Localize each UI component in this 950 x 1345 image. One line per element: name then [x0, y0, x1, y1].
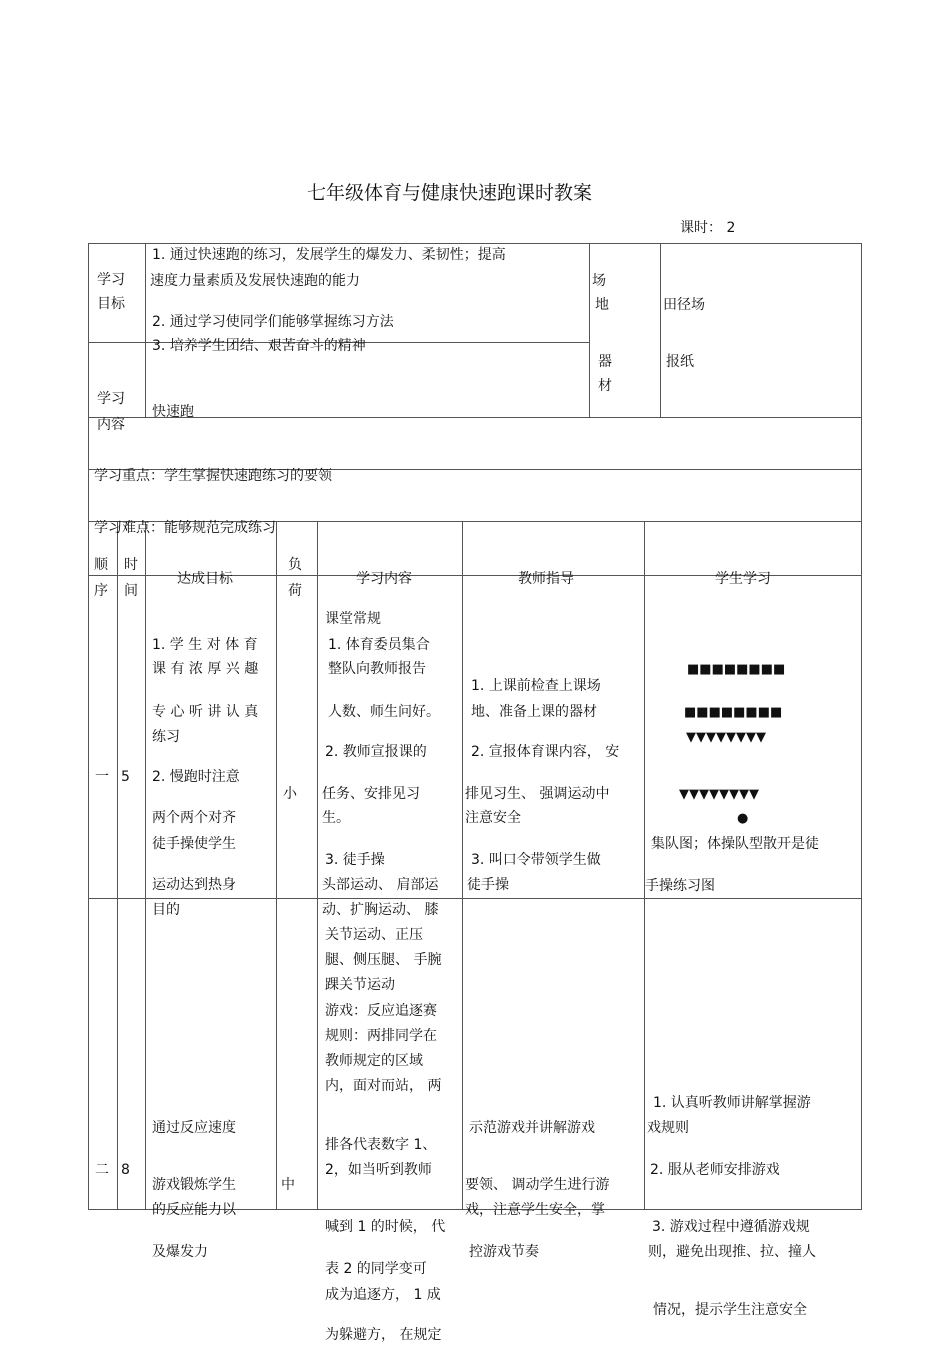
content-line: 动、扩胸运动、 膝 — [322, 902, 439, 918]
col-divider-order — [117, 521, 118, 1210]
difficulty: 学习难点：能够规范完成练习 — [94, 520, 276, 536]
teacher-line: 2. 宣报体育课内容， 安 — [471, 744, 620, 760]
period-label: 课时： 2 — [680, 220, 736, 236]
formation-caption: 手操练习图 — [645, 878, 715, 894]
objective-line: 速度力量素质及发展快速跑的能力 — [150, 273, 360, 289]
label-col-divider — [145, 243, 146, 418]
goal-line: 课 有 浓 厚 兴 趣 — [152, 661, 259, 677]
col-divider-load — [317, 521, 318, 1210]
col-divider-goal — [276, 521, 277, 1210]
content-label: 学习 — [97, 391, 125, 407]
student-formation-row: ▼▼▼▼▼▼▼▼ — [686, 730, 766, 745]
equipment-label: 器 — [598, 354, 612, 370]
teacher-line: 地、准备上课的器材 — [471, 704, 597, 720]
formation-caption: 集队图；体操队型散开是徒 — [651, 836, 819, 852]
student-formation-row: ■■■■■■■■ — [687, 662, 786, 677]
venue-col-divider — [589, 243, 590, 418]
goal-line: 通过反应速度 — [152, 1120, 236, 1136]
student-line: 戏规则 — [647, 1120, 689, 1136]
table-border-right — [861, 243, 862, 1210]
student-line: 2. 服从老师安排游戏 — [650, 1162, 780, 1178]
header-content: 学习内容 — [356, 571, 412, 587]
goal-line: 运动达到热身 — [152, 877, 236, 893]
goal-line: 1. 学 生 对 体 育 — [152, 637, 258, 653]
content-line: 3. 徒手操 — [325, 852, 385, 868]
header-order: 顺 — [94, 557, 108, 573]
header-goal: 达成目标 — [177, 571, 233, 587]
content-line: 课堂常规 — [325, 611, 381, 627]
row-load: 小 — [283, 786, 297, 802]
row-time: 5 — [121, 769, 130, 785]
content-line: 2. 教师宣报课的 — [325, 744, 427, 760]
page-title: 七年级体育与健康快速跑课时教案 — [307, 182, 593, 204]
header-time: 间 — [124, 583, 138, 599]
goal-line: 两个两个对齐 — [152, 810, 236, 826]
content-line: 2，如当听到教师 — [325, 1162, 432, 1178]
goal-line: 及爆发力 — [152, 1244, 208, 1260]
content-line: 任务、安排见习 — [322, 786, 420, 802]
content-line: 教师规定的区域 — [325, 1053, 423, 1069]
student-formation-row: ■■■■■■■■ — [684, 705, 783, 720]
header-load: 负 — [288, 557, 302, 573]
objective-label: 学习 — [97, 272, 125, 288]
teacher-line: 徒手操 — [467, 877, 509, 893]
teacher-line: 要领、 调动学生进行游 — [465, 1177, 610, 1193]
goal-line: 2. 慢跑时注意 — [152, 769, 240, 785]
student-line: 情况，提示学生注意安全 — [653, 1302, 807, 1318]
teacher-line: 控游戏节奏 — [469, 1244, 539, 1260]
objective-line: 1. 通过快速跑的练习，发展学生的爆发力、柔韧性；提高 — [152, 247, 506, 263]
content-line: 为躲避方， 在规定 — [325, 1327, 442, 1343]
venue-label: 地 — [595, 297, 609, 313]
content-line: 踝关节运动 — [325, 977, 395, 993]
content-line: 规则：两排同学在 — [325, 1028, 437, 1044]
content-line: 表 2 的同学变可 — [325, 1261, 427, 1277]
content-line: 排各代表数字 1、 — [325, 1137, 437, 1153]
objective-line: 2. 通过学习使同学们能够掌握练习方法 — [152, 314, 394, 330]
teacher-line: 示范游戏并讲解游戏 — [469, 1120, 595, 1136]
teacher-line: 排见习生、 强调运动中 — [465, 786, 610, 802]
teacher-position-dot: ● — [737, 811, 749, 826]
content-line: 人数、师生问好。 — [328, 704, 440, 720]
content-line: 1. 体育委员集合 — [328, 637, 430, 653]
row-order: 一 — [95, 769, 109, 785]
content-line: 内，面对而站， 两 — [325, 1078, 442, 1094]
goal-line: 练习 — [152, 729, 180, 745]
content-line: 生。 — [322, 810, 350, 826]
content-line: 腿、侧压腿、 手腕 — [325, 952, 442, 968]
venue-value: 田径场 — [663, 297, 705, 313]
row-divider — [88, 417, 862, 418]
goal-line: 的反应能力以 — [152, 1202, 236, 1218]
goal-line: 目的 — [152, 902, 180, 918]
student-line: 1. 认真听教师讲解掌握游 — [653, 1095, 811, 1111]
objective-line: 3. 培养学生团结、艰苦奋斗的精神 — [152, 338, 366, 354]
teacher-line: 注意安全 — [465, 810, 521, 826]
goal-line: 徒手操使学生 — [152, 836, 236, 852]
student-formation-row: ▼▼▼▼▼▼▼▼ — [679, 787, 759, 802]
goal-line: 专 心 听 讲 认 真 — [152, 704, 259, 720]
content-line: 关节运动、正压 — [325, 927, 423, 943]
row-load: 中 — [281, 1177, 295, 1193]
col-divider-time — [145, 521, 146, 1210]
student-line: 则，避免出现推、拉、撞人 — [648, 1244, 816, 1260]
content-label: 内容 — [97, 417, 125, 433]
header-student: 学生学习 — [715, 571, 771, 587]
venue-value-divider — [660, 243, 661, 418]
row-order: 二 — [95, 1162, 109, 1178]
key-point: 学习重点：学生掌握快速跑练习的要领 — [94, 468, 332, 484]
row-time: 8 — [121, 1162, 130, 1178]
student-line: 3. 游戏过程中遵循游戏规 — [652, 1219, 810, 1235]
teacher-line: 3. 叫口令带领学生做 — [471, 852, 601, 868]
header-order: 序 — [94, 583, 108, 599]
col-divider-content — [462, 521, 463, 1210]
content-line: 成为追逐方， 1 成 — [325, 1287, 441, 1303]
table-border-top — [88, 243, 862, 244]
objective-label: 目标 — [97, 296, 125, 312]
col-divider-teacher — [644, 521, 645, 1210]
content-value: 快速跑 — [152, 404, 194, 420]
content-line: 整队向教师报告 — [328, 661, 426, 677]
equipment-value: 报纸 — [666, 354, 694, 370]
header-teacher: 教师指导 — [518, 571, 574, 587]
header-load: 荷 — [288, 583, 302, 599]
header-time: 时 — [124, 557, 138, 573]
content-line: 喊到 1 的时候， 代 — [325, 1219, 446, 1235]
table-border-left — [88, 243, 89, 1210]
goal-line: 游戏锻炼学生 — [152, 1177, 236, 1193]
content-line: 头部运动、 肩部运 — [322, 877, 439, 893]
teacher-line: 1. 上课前检查上课场 — [471, 678, 601, 694]
row-divider — [88, 898, 862, 899]
teacher-line: 戏，注意学生安全，掌 — [465, 1202, 605, 1218]
venue-label: 场 — [592, 273, 606, 289]
content-line: 游戏：反应追逐赛 — [325, 1003, 437, 1019]
equipment-label: 材 — [598, 378, 612, 394]
